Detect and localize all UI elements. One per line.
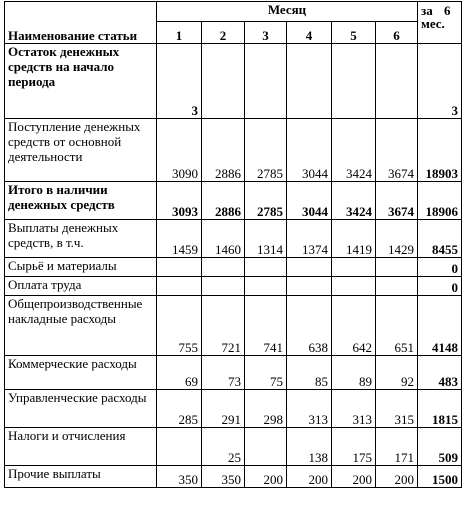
cell-value: 1429 [376,220,418,258]
cell-value [245,277,287,296]
cell-value: 1314 [245,220,287,258]
cell-value: 200 [376,466,418,488]
cell-value: 3674 [376,182,418,220]
table-row [5,44,462,119]
cell-value [332,277,376,296]
cell-value: 73 [202,356,245,390]
cell-value [245,428,287,466]
column-header-month: Месяц [157,2,418,22]
cell-value [245,258,287,277]
cell-total: 18906 [418,182,462,220]
cell-total: 3 [418,44,462,119]
cell-value: 313 [287,390,332,428]
cell-value [202,258,245,277]
table-row [5,277,462,296]
cell-value: 3424 [332,119,376,182]
table-row [5,428,462,466]
cell-value: 3044 [287,182,332,220]
month-header: 5 [332,22,376,44]
cell-value [287,258,332,277]
cell-total: 483 [418,356,462,390]
row-name: Остаток денежных средств на начало периода [5,44,157,119]
row-name: Общепроизводственные накладные расходы [5,296,157,356]
row-name: Сырьё и материалы [5,258,157,277]
month-header: 4 [287,22,332,44]
cell-value: 315 [376,390,418,428]
cell-value: 200 [245,466,287,488]
cell-value: 75 [245,356,287,390]
table-row [5,466,462,488]
cell-value [376,277,418,296]
cell-value: 2886 [202,119,245,182]
cell-value: 92 [376,356,418,390]
cell-total: 4148 [418,296,462,356]
header-row-top [5,2,462,22]
cell-value [332,258,376,277]
table-row [5,220,462,258]
cell-value: 200 [287,466,332,488]
table-row [5,356,462,390]
month-header: 1 [157,22,202,44]
cell-value: 3093 [157,182,202,220]
cell-value [287,277,332,296]
cell-value: 642 [332,296,376,356]
table-row [5,182,462,220]
cell-total: 1500 [418,466,462,488]
cell-value: 2785 [245,119,287,182]
cell-value: 350 [202,466,245,488]
cell-value: 2886 [202,182,245,220]
cell-value: 2785 [245,182,287,220]
row-name: Оплата труда [5,277,157,296]
cell-value: 291 [202,390,245,428]
row-name: Налоги и отчисления [5,428,157,466]
cell-value: 175 [332,428,376,466]
cell-value: 1374 [287,220,332,258]
cash-flow-table [4,1,462,488]
cell-value [376,44,418,119]
total-header-line2: мес. [421,16,445,31]
row-name: Итого в наличии денежных средств [5,182,157,220]
cell-value [332,44,376,119]
cell-value [287,44,332,119]
cell-value: 1419 [332,220,376,258]
cell-value: 741 [245,296,287,356]
row-name: Прочие выплаты [5,466,157,488]
cell-value [157,258,202,277]
row-name: Управленческие расходы [5,390,157,428]
cell-total: 18903 [418,119,462,182]
cell-value: 89 [332,356,376,390]
cell-value: 200 [332,466,376,488]
cell-value [376,258,418,277]
cell-value: 3424 [332,182,376,220]
cell-value: 651 [376,296,418,356]
cell-value: 1459 [157,220,202,258]
row-name: Поступление денежных средств от основной деятельности [5,119,157,182]
cell-total: 509 [418,428,462,466]
column-header-total [418,2,462,44]
row-name: Выплаты денежных средств, в т.ч. [5,220,157,258]
cell-value [245,44,287,119]
cell-value: 298 [245,390,287,428]
cell-total: 0 [418,277,462,296]
cell-total: 8455 [418,220,462,258]
month-header: 6 [376,22,418,44]
table-row [5,296,462,356]
cell-value: 85 [287,356,332,390]
cell-value: 69 [157,356,202,390]
table-row [5,390,462,428]
cell-total: 0 [418,258,462,277]
cell-value: 3 [157,44,202,119]
cell-value: 3090 [157,119,202,182]
total-header-line1: за 6 [421,3,451,18]
cell-value [202,44,245,119]
cell-value [202,277,245,296]
table-row [5,258,462,277]
cell-value [157,277,202,296]
cell-value: 313 [332,390,376,428]
row-name: Коммерческие расходы [5,356,157,390]
cell-value: 1460 [202,220,245,258]
month-header: 2 [202,22,245,44]
column-header-name: Наименование статьи [5,2,157,44]
cell-value: 3044 [287,119,332,182]
cell-value: 721 [202,296,245,356]
table-row [5,119,462,182]
cell-total: 1815 [418,390,462,428]
cell-value: 171 [376,428,418,466]
cell-value: 3674 [376,119,418,182]
month-header: 3 [245,22,287,44]
cell-value: 350 [157,466,202,488]
cell-value [157,428,202,466]
cell-value: 25 [202,428,245,466]
cell-value: 285 [157,390,202,428]
cell-value: 138 [287,428,332,466]
cell-value: 638 [287,296,332,356]
cell-value: 755 [157,296,202,356]
